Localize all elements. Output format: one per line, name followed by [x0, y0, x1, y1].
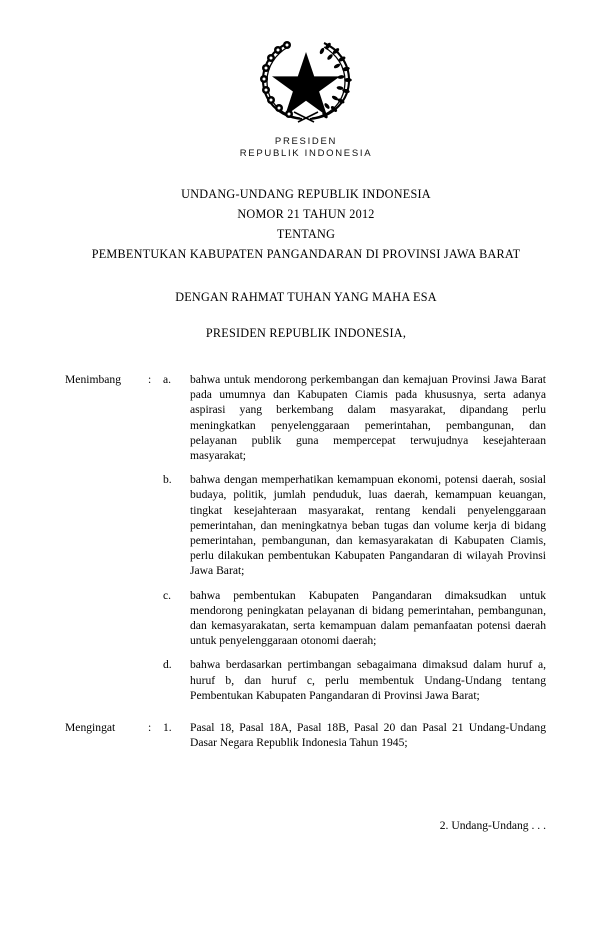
presidential-emblem-block: [0, 38, 612, 159]
clause-spacer: [0, 579, 612, 588]
clause-group-menimbang: [0, 372, 612, 703]
footer-catchword: 2. Undang-Undang . . .: [439, 819, 546, 832]
clause-text-c: bahwa pembentukan Kabupaten Pangandaran dimaksudkan untuk mendorong peningkatan pelayanan di bidang pemerintahan, pembangunan, dan kemasyarakatan, serta kemampuan dalam pemanfaatan potensi daerah untuk penyelenggaraan otonomi daerah;: [190, 588, 546, 648]
clause-marker-c: c.: [163, 588, 172, 602]
clause-spacer: [0, 648, 612, 657]
issuing-authority-line: PRESIDEN REPUBLIK INDONESIA,: [205, 326, 407, 340]
clause-item: [0, 720, 612, 750]
emblem-caption: [0, 136, 612, 159]
clause-text-1: Pasal 18, Pasal 18A, Pasal 18B, Pasal 20 dan Pasal 21 Undang-Undang Dasar Negara Republik Indonesia Tahun 1945;: [190, 721, 546, 750]
invocation-line: DENGAN RAHMAT TUHAN YANG MAHA ESA: [175, 290, 437, 304]
clause-marker-a: a.: [163, 373, 172, 386]
clause-item: [0, 472, 612, 578]
page-title-line-3: TENTANG: [276, 227, 336, 241]
clause-marker-b: b.: [163, 473, 172, 487]
clause-text-a: bahwa untuk mendorong perkembangan dan kemajuan Provinsi Jawa Barat pada umumnya dan Kabupaten Ciamis pada khususnya, serta adanya aspirasi yang berkembang dalam masyarakat, dipandang perlu meningkatkan penyelenggaraan pemerintahan, pembangunan, dan pelayanan publik guna mempercepat terwujudnya kesejahteraan masyarakat;: [190, 373, 546, 463]
clause-label-menimbang: Menimbang: [65, 373, 122, 386]
clause-spacer: [0, 463, 612, 472]
clause-group-mengingat: [0, 720, 612, 750]
page-title-line-4: PEMBENTUKAN KABUPATEN PANGANDARAN DI PROVINSI JAWA BARAT: [91, 247, 521, 261]
clause-text-d: bahwa berdasarkan pertimbangan sebagaimana dimaksud dalam huruf a, huruf b, dan huruf c, perlu membentuk Undang-Undang tentang Pembentukan Kabupaten Pangandaran di Provinsi Jawa Barat;: [190, 658, 546, 702]
clause-marker-d: d.: [163, 658, 172, 672]
clause-item: [0, 657, 612, 703]
clause-marker-1: 1.: [163, 721, 172, 735]
page-title-line-1: UNDANG-UNDANG REPUBLIK INDONESIA: [181, 187, 431, 201]
clause-label-mengingat: Mengingat: [65, 721, 116, 735]
page-title-line-2: NOMOR 21 TAHUN 2012: [237, 207, 375, 221]
clause-item: [0, 372, 612, 463]
emblem-caption-line-2: REPUBLIK INDONESIA: [239, 147, 373, 159]
document-title-block: [0, 184, 612, 264]
clause-group-spacer: [0, 703, 612, 720]
clause-text-b: bahwa dengan memperhatikan kemampuan ekonomi, potensi daerah, sosial budaya, politik, jumlah penduduk, luas daerah, kemampuan keuangan, tingkat kesejahteraan masyarakat, rentang kendali penyelenggaraan pemerintahan, dan meningkatnya beban tugas dan volume kerja di bidang pemerintahan, pembangunan, dan kemasyarakatan di Kabupaten Ciamis, perlu dilakukan pembentukan Kabupaten Pangandaran di wilayah Provinsi Jawa Barat;: [190, 473, 546, 578]
clause-colon: :: [148, 373, 152, 386]
emblem-caption-line-1: PRESIDEN: [274, 136, 338, 147]
indonesian-presidential-seal-star-wreath-icon: [254, 38, 358, 124]
clause-item: [0, 588, 612, 649]
clause-colon: :: [148, 721, 152, 735]
clauses-body: [0, 372, 612, 750]
